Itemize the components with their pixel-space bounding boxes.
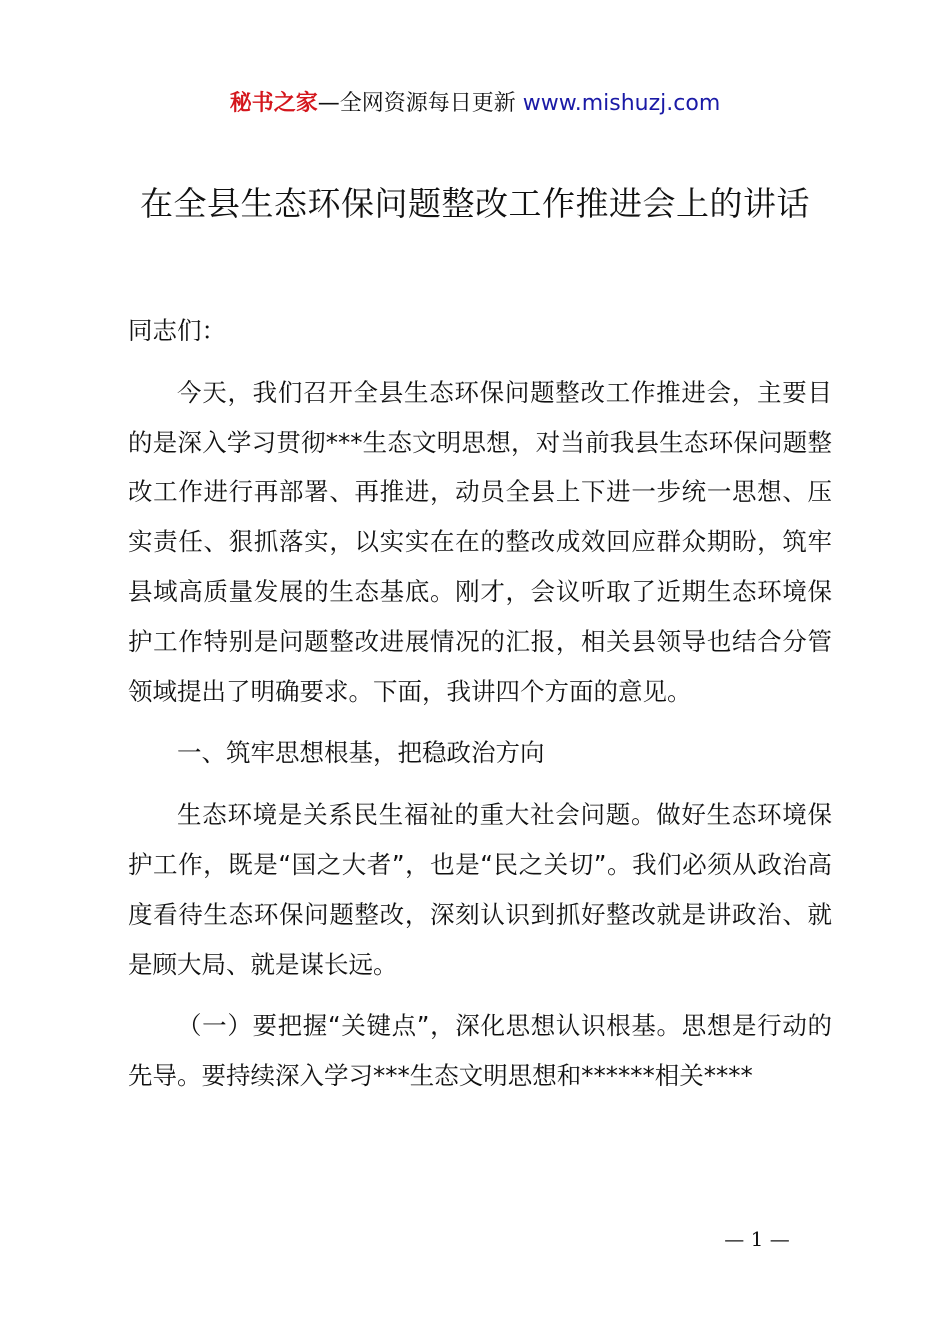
banner-url: www.mishuzj.com — [522, 91, 721, 116]
document-title: 在全县生态环保问题整改工作推进会上的讲话 — [140, 184, 810, 223]
site-banner — [0, 86, 950, 122]
banner-brand: 秘书之家 — [229, 91, 318, 116]
page-number: — 1 — — [724, 1227, 790, 1251]
paragraph-opening: 今天，我们召开全县生态环保问题整改工作推进会，主要目的是深入学习贯彻***生态文明思想，对当前我县生态环保问题整改工作进行再部署、再推进，动员全县上下进一步统一思想、压实责任、狠抓落实，以实实在在的整改成效回应群众期盼，筑牢县域高质量发展的生态基底。刚才，会议听取了近期生态环境保护工作特别是问题整改进展情况的汇报，相关县领导也结合分管领域提出了明确要求。下面，我讲四个方面的意见。 — [128, 377, 832, 706]
section-heading-1: 一、筑牢思想根基，把稳政治方向 — [177, 738, 545, 768]
document-body — [128, 306, 832, 1101]
paragraph-subsection-1: （一）要把握“关键点”，深化思想认识根基。思想是行动的先导。要持续深入学习***生态文明思想和******相关**** — [128, 1011, 832, 1091]
paragraph-section-1: 生态环境是关系民生福祉的重大社会问题。做好生态环境保护工作，既是“国之大者”，也是“民之关切”。我们必须从政治高度看待生态环保问题整改，深刻认识到抓好整改就是讲政治、就是顾大局、就是谋长远。 — [128, 800, 832, 979]
salutation: 同志们： — [128, 316, 226, 345]
banner-tagline: —全网资源每日更新 — [317, 91, 523, 116]
